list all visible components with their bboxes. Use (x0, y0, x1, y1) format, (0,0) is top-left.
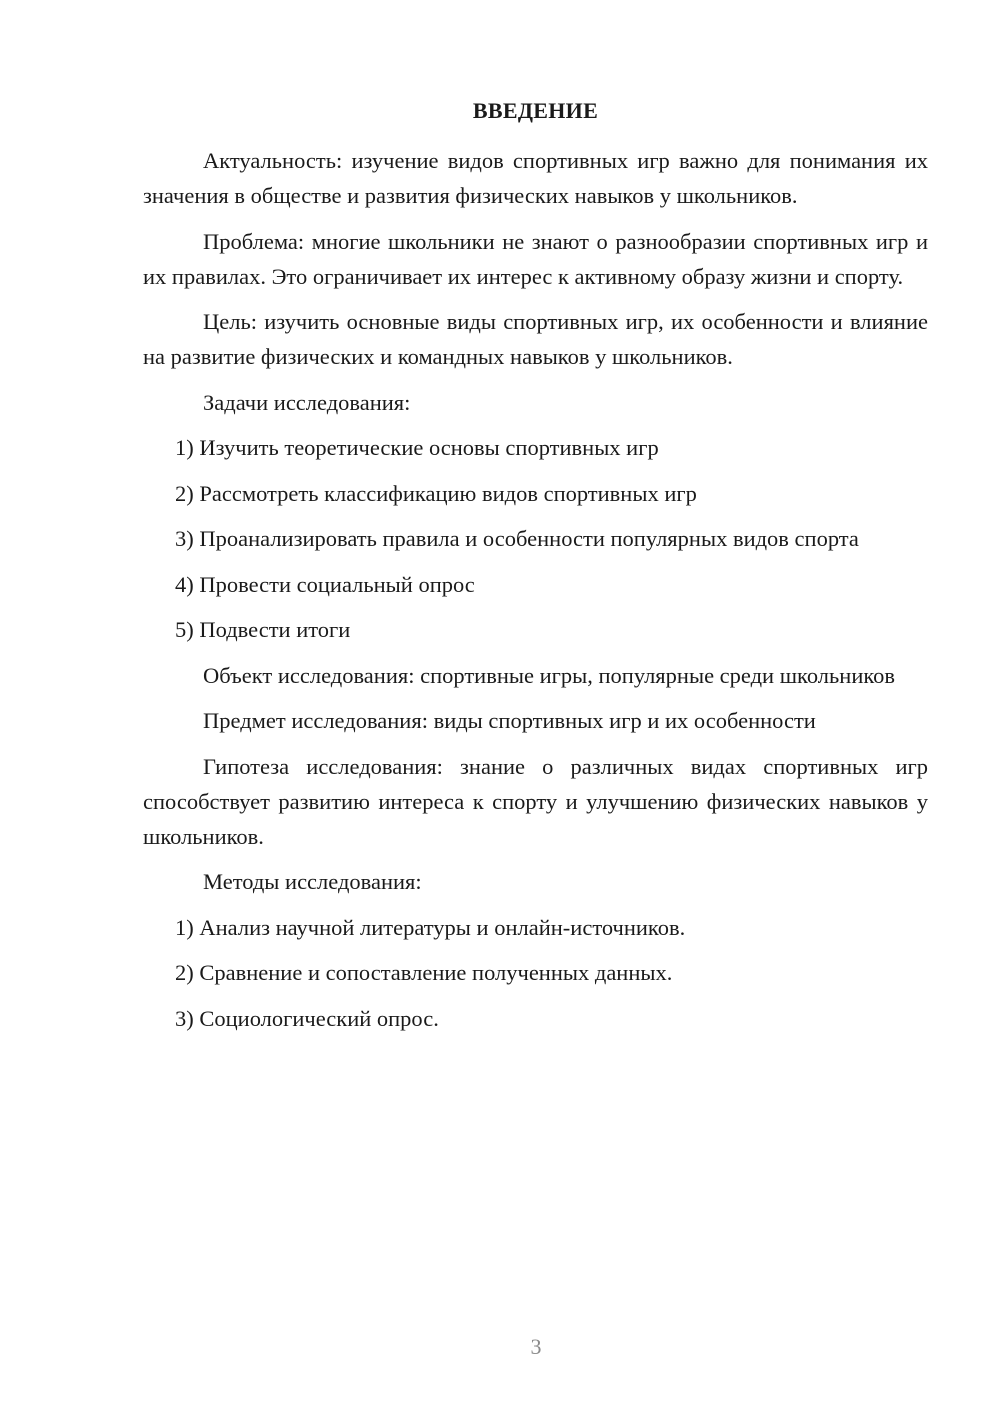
task-item-2: 2) Рассмотреть классификацию видов спортивных игр (175, 480, 697, 506)
task-item-3: 3) Проанализировать правила и особенности популярных видов спорта (175, 526, 859, 551)
method-item-1: 1) Анализ научной литературы и онлайн-источников. (175, 914, 686, 940)
relevance-paragraph: Актуальность: изучение видов спортивных игр важно для понимания их значения в обществе и развития физических навыков у школьников. (143, 148, 928, 208)
problem-paragraph: Проблема: многие школьники не знают о разнообразии спортивных игр и их правилах. Это ограничивает их интерес к активному образу жизни и спорту. (143, 228, 928, 289)
tasks-title: Задачи исследования: (203, 389, 411, 415)
task-item-1: 1) Изучить теоретические основы спортивных игр (175, 435, 659, 460)
task-item-5: 5) Подвести итоги (175, 617, 351, 642)
page-number: 3 (530, 1334, 542, 1359)
object-paragraph: Объект исследования: спортивные игры, популярные среди школьников (203, 662, 896, 688)
method-item-3: 3) Социологический опрос. (175, 1005, 439, 1031)
methods-title: Методы исследования: (203, 869, 422, 894)
subject-paragraph: Предмет исследования: виды спортивных игр и их особенности (203, 708, 816, 733)
task-item-4: 4) Провести социальный опрос (175, 571, 475, 597)
method-item-2: 2) Сравнение и сопоставление полученных данных. (175, 960, 673, 985)
section-body (143, 143, 928, 1046)
hypothesis-paragraph: Гипотеза исследования: знание о различных видах спортивных игр способствует развитию интереса к спорту и улучшению физических навыков у школьников. (143, 753, 928, 849)
goal-paragraph: Цель: изучить основные виды спортивных игр, их особенности и влияние на развитие физических и командных навыков у школьников. (143, 309, 928, 369)
section-heading: ВВЕДЕНИЕ (472, 98, 599, 123)
